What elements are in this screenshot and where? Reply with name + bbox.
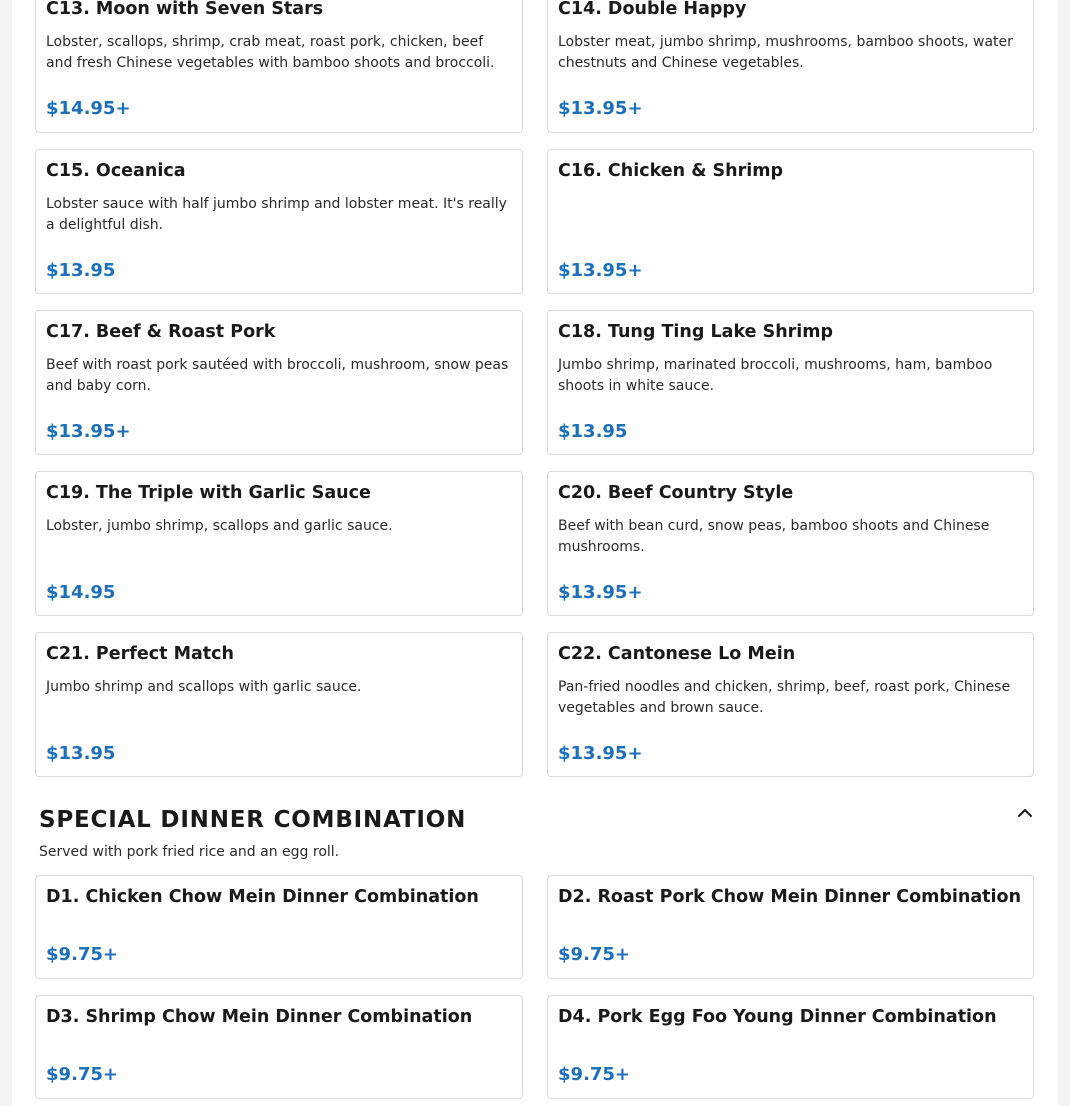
menu-items-grid: [35, 0, 1034, 777]
item-description: Lobster, scallops, shrimp, crab meat, roast pork, chicken, beef and fresh Chinese vegetables with bamboo shoots and broccoli.: [46, 34, 495, 71]
menu-item-card[interactable]: [35, 310, 523, 455]
menu-item-card[interactable]: [35, 632, 523, 777]
item-description: Beef with roast pork sautéed with broccoli, mushroom, snow peas and baby corn.: [46, 357, 509, 394]
item-price: $14.95: [46, 582, 116, 603]
menu-item-card[interactable]: [547, 875, 1034, 979]
item-price: $9.75+: [46, 944, 119, 965]
menu-item-card[interactable]: [547, 0, 1034, 133]
section-subtitle: Served with pork fried rice and an egg roll.: [39, 844, 340, 860]
menu-item-card[interactable]: [35, 0, 523, 133]
item-name: C13. Moon with Seven Stars: [46, 0, 324, 19]
item-price: $13.95+: [558, 743, 643, 764]
item-description: Beef with bean curd, snow peas, bamboo shoots and Chinese mushrooms.: [558, 518, 990, 555]
item-name: C14. Double Happy: [558, 0, 747, 19]
item-price: $13.95: [46, 743, 116, 764]
item-name: C15. Oceanica: [46, 161, 186, 181]
item-name: C21. Perfect Match: [46, 644, 234, 664]
item-name: D2. Roast Pork Chow Mein Dinner Combination: [558, 887, 1022, 907]
item-price: $13.95+: [558, 98, 643, 119]
item-price: $13.95: [558, 421, 628, 442]
menu-item-card[interactable]: [547, 471, 1034, 616]
item-price: $9.75+: [558, 944, 631, 965]
item-name: C22. Cantonese Lo Mein: [558, 644, 796, 664]
section-title: SPECIAL DINNER COMBINATION: [39, 807, 467, 833]
dinner-items-grid: [35, 875, 1034, 1099]
item-description: Lobster, jumbo shrimp, scallops and garlic sauce.: [46, 518, 393, 534]
menu-item-card[interactable]: [35, 995, 523, 1099]
item-name: C19. The Triple with Garlic Sauce: [46, 483, 371, 503]
menu-item-card[interactable]: [547, 310, 1034, 455]
item-name: D3. Shrimp Chow Mein Dinner Combination: [46, 1007, 473, 1027]
item-price: $13.95+: [46, 421, 131, 442]
item-price: $9.75+: [46, 1064, 119, 1085]
menu-item-card[interactable]: [35, 471, 523, 616]
menu-item-card[interactable]: [35, 149, 523, 294]
item-price: $14.95+: [46, 98, 131, 119]
item-description: Jumbo shrimp and scallops with garlic sauce.: [46, 679, 362, 695]
menu-item-card[interactable]: [547, 995, 1034, 1099]
item-price: $13.95: [46, 260, 116, 281]
item-price: $13.95+: [558, 260, 643, 281]
item-description: Pan-fried noodles and chicken, shrimp, beef, roast pork, Chinese vegetables and brown sauce.: [558, 679, 1011, 716]
item-name: D1. Chicken Chow Mein Dinner Combination: [46, 887, 479, 907]
item-price: $9.75+: [558, 1064, 631, 1085]
chevron-up-icon[interactable]: [1015, 805, 1035, 821]
item-name: C20. Beef Country Style: [558, 483, 794, 503]
menu-page: [12, 0, 1058, 1106]
item-description: Lobster sauce with half jumbo shrimp and lobster meat. It's really a delightful dish.: [46, 196, 507, 233]
item-name: C18. Tung Ting Lake Shrimp: [558, 322, 834, 342]
item-description: Lobster meat, jumbo shrimp, mushrooms, bamboo shoots, water chestnuts and Chinese vegetables.: [558, 34, 1013, 71]
item-description: Jumbo shrimp, marinated broccoli, mushrooms, ham, bamboo shoots in white sauce.: [558, 357, 993, 394]
item-price: $13.95+: [558, 582, 643, 603]
item-name: C16. Chicken & Shrimp: [558, 161, 784, 181]
menu-item-card[interactable]: [547, 149, 1034, 294]
item-name: D4. Pork Egg Foo Young Dinner Combination: [558, 1007, 997, 1027]
item-name: C17. Beef & Roast Pork: [46, 322, 276, 342]
menu-item-card[interactable]: [547, 632, 1034, 777]
menu-item-card[interactable]: [35, 875, 523, 979]
